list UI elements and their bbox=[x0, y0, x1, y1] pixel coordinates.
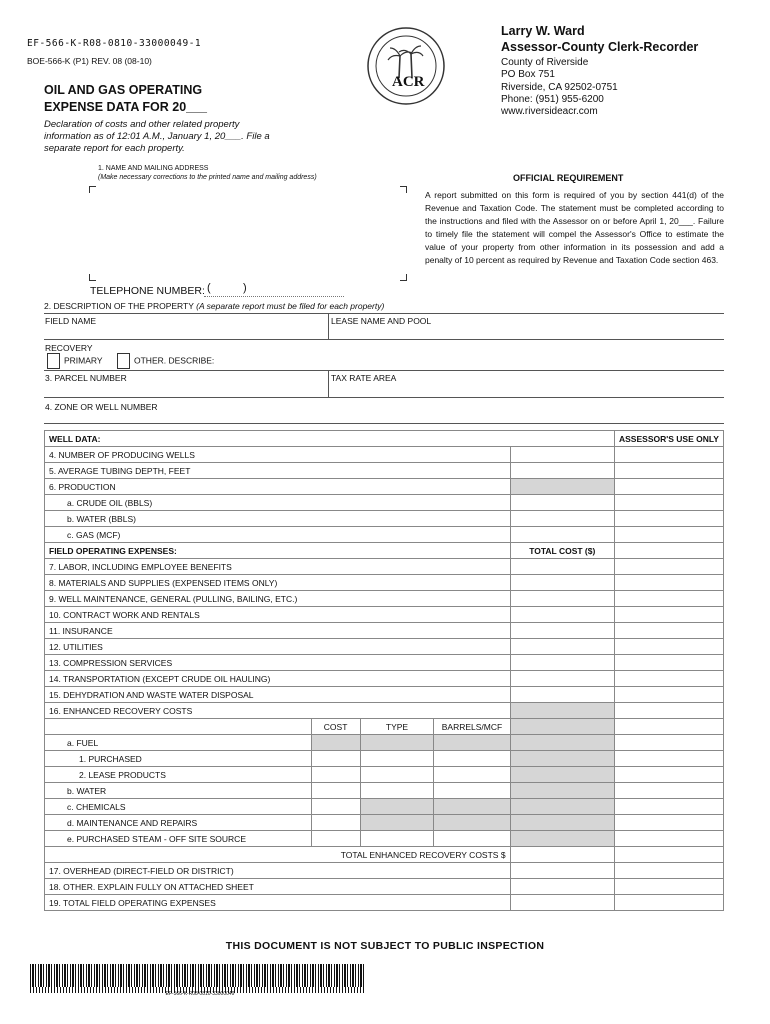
total-enhanced-label: TOTAL ENHANCED RECOVERY COSTS $ bbox=[45, 847, 511, 863]
recovery-other-option[interactable] bbox=[117, 353, 214, 369]
shaded-cell bbox=[510, 735, 614, 751]
form-title-line2: EXPENSE DATA FOR 20___ bbox=[44, 100, 208, 114]
county-seal-icon bbox=[366, 26, 446, 106]
shaded-cell bbox=[434, 815, 510, 831]
value-cell[interactable] bbox=[510, 447, 614, 463]
tax-rate-area-input[interactable] bbox=[329, 371, 724, 396]
row-label: 18. OTHER. EXPLAIN FULLY ON ATTACHED SHEET bbox=[45, 879, 511, 895]
shaded-cell bbox=[510, 799, 614, 815]
assessor-cell bbox=[614, 447, 723, 463]
assessor-cell bbox=[614, 511, 723, 527]
section1-note: (Make necessary corrections to the printed name and mailing address) bbox=[98, 174, 317, 181]
row-label: 1. PURCHASED bbox=[45, 751, 312, 767]
table-row bbox=[45, 703, 724, 719]
cost-input[interactable] bbox=[311, 831, 360, 847]
assessor-cell bbox=[614, 575, 723, 591]
lease-name-input[interactable] bbox=[329, 314, 724, 338]
type-input[interactable] bbox=[360, 831, 434, 847]
assessor-cell bbox=[614, 815, 723, 831]
recovery-primary-option[interactable] bbox=[47, 353, 103, 369]
value-cell[interactable] bbox=[510, 671, 614, 687]
table-row bbox=[45, 847, 724, 863]
assessor-cell bbox=[614, 623, 723, 639]
assessor-cell bbox=[614, 479, 723, 495]
assessor-name: Larry W. Ward bbox=[501, 24, 585, 38]
value-cell[interactable] bbox=[510, 591, 614, 607]
row-label: 9. WELL MAINTENANCE, GENERAL (PULLING, BAILING, ETC.) bbox=[45, 591, 511, 607]
address-corner-bl bbox=[89, 274, 96, 281]
shaded-cell bbox=[360, 815, 434, 831]
field-name-label: FIELD NAME bbox=[45, 316, 97, 326]
table-row bbox=[45, 575, 724, 591]
field-expenses-header: FIELD OPERATING EXPENSES: bbox=[45, 543, 511, 559]
row-label: 14. TRANSPORTATION (EXCEPT CRUDE OIL HAULING) bbox=[45, 671, 511, 687]
row-label: 7. LABOR, INCLUDING EMPLOYEE BENEFITS bbox=[45, 559, 511, 575]
cost-input[interactable] bbox=[311, 767, 360, 783]
table-row bbox=[45, 559, 724, 575]
row-label: c. CHEMICALS bbox=[45, 799, 312, 815]
table-row bbox=[45, 591, 724, 607]
value-cell[interactable] bbox=[510, 687, 614, 703]
row-label: 17. OVERHEAD (DIRECT-FIELD OR DISTRICT) bbox=[45, 863, 511, 879]
row-label: 15. DEHYDRATION AND WASTE WATER DISPOSAL bbox=[45, 687, 511, 703]
table-row bbox=[45, 783, 724, 799]
value-cell[interactable] bbox=[510, 463, 614, 479]
office-website[interactable]: www.riversideacr.com bbox=[501, 106, 598, 118]
barrels-input[interactable] bbox=[434, 751, 510, 767]
other-label: OTHER. DESCRIBE: bbox=[134, 355, 215, 366]
assessor-cell bbox=[614, 847, 723, 863]
row-label: a. CRUDE OIL (BBLS) bbox=[45, 495, 511, 511]
shaded-cell bbox=[510, 751, 614, 767]
address-corner-tl bbox=[89, 186, 96, 193]
address-corner-tr bbox=[400, 186, 407, 193]
table-row bbox=[45, 511, 724, 527]
assessor-cell bbox=[614, 767, 723, 783]
value-cell[interactable] bbox=[510, 527, 614, 543]
divider bbox=[44, 423, 724, 424]
table-row bbox=[45, 767, 724, 783]
primary-label: PRIMARY bbox=[64, 355, 103, 366]
shaded-cell bbox=[510, 831, 614, 847]
cost-input[interactable] bbox=[311, 751, 360, 767]
row-label: 11. INSURANCE bbox=[45, 623, 511, 639]
table-row bbox=[45, 799, 724, 815]
row-label: 4. NUMBER OF PRODUCING WELLS bbox=[45, 447, 511, 463]
row-label: c. GAS (MCF) bbox=[45, 527, 511, 543]
cost-input[interactable] bbox=[311, 799, 360, 815]
row-label: 10. CONTRACT WORK AND RENTALS bbox=[45, 607, 511, 623]
table-row bbox=[45, 527, 724, 543]
assessor-cell bbox=[614, 591, 723, 607]
value-cell[interactable] bbox=[510, 655, 614, 671]
assessor-cell bbox=[614, 783, 723, 799]
shaded-cell bbox=[510, 783, 614, 799]
barrels-input[interactable] bbox=[434, 783, 510, 799]
parcel-number-label: 3. PARCEL NUMBER bbox=[45, 373, 127, 383]
assessor-cell bbox=[614, 703, 723, 719]
table-row bbox=[45, 895, 724, 911]
value-cell[interactable] bbox=[510, 495, 614, 511]
assessor-cell bbox=[614, 863, 723, 879]
table-row bbox=[45, 607, 724, 623]
zone-well-label: 4. ZONE OR WELL NUMBER bbox=[45, 402, 158, 412]
table-row bbox=[45, 879, 724, 895]
assessor-use-header: ASSESSOR'S USE ONLY bbox=[614, 431, 723, 447]
phone-paren-open: ( bbox=[207, 282, 211, 294]
official-heading: OFFICIAL REQUIREMENT bbox=[513, 173, 624, 183]
assessor-cell bbox=[614, 559, 723, 575]
type-input[interactable] bbox=[360, 767, 434, 783]
shaded-cell bbox=[434, 799, 510, 815]
row-label: b. WATER (BBLS) bbox=[45, 511, 511, 527]
table-row bbox=[45, 623, 724, 639]
table-row bbox=[45, 671, 724, 687]
tax-rate-area-label: TAX RATE AREA bbox=[331, 373, 397, 383]
assessor-cell bbox=[614, 831, 723, 847]
official-body: A report submitted on this form is required of you by section 441(d) of the Revenue and Taxation Code. The statement must be completed according to the instructions and filed with the Assessor on or before April 1, 20___. Failure to timely file the statement will compel the Assessor's Office to estimate the value of your property from other information in its possession and add a penalty of 10 percent as required by Revenue and Taxation Code section 463. bbox=[425, 190, 724, 266]
row-label: 5. AVERAGE TUBING DEPTH, FEET bbox=[45, 463, 511, 479]
table-row bbox=[45, 815, 724, 831]
cost-input[interactable] bbox=[311, 815, 360, 831]
blank-cell bbox=[45, 719, 312, 735]
table-row bbox=[45, 495, 724, 511]
primary-checkbox[interactable] bbox=[47, 353, 60, 369]
telephone-field[interactable] bbox=[204, 296, 344, 297]
assessor-cell bbox=[614, 751, 723, 767]
table-row bbox=[45, 719, 724, 735]
office-county: County of Riverside bbox=[501, 57, 589, 68]
assessor-cell bbox=[614, 655, 723, 671]
value-cell[interactable] bbox=[510, 895, 614, 911]
row-label: 16. ENHANCED RECOVERY COSTS bbox=[45, 703, 511, 719]
public-inspection-notice: THIS DOCUMENT IS NOT SUBJECT TO PUBLIC INSPECTION bbox=[225, 940, 545, 952]
form-subtitle: Declaration of costs and other related property information as of 12:01 A.M., January 1, 20___. File a separate report for each property. bbox=[44, 119, 270, 154]
office-address bbox=[501, 57, 618, 118]
section2-title: 2. DESCRIPTION OF THE PROPERTY bbox=[44, 301, 194, 311]
office-po-box: PO Box 751 bbox=[501, 69, 555, 81]
row-label: 12. UTILITIES bbox=[45, 639, 511, 655]
shaded-cell bbox=[510, 815, 614, 831]
table-row bbox=[45, 447, 724, 463]
value-cell[interactable] bbox=[510, 863, 614, 879]
parcel-number-input[interactable] bbox=[44, 371, 328, 396]
assessor-cell bbox=[614, 639, 723, 655]
assessor-cell bbox=[614, 687, 723, 703]
value-cell[interactable] bbox=[510, 879, 614, 895]
assessor-cell bbox=[614, 895, 723, 911]
office-city: Riverside, CA 92502-0751 bbox=[501, 81, 618, 93]
value-cell[interactable] bbox=[510, 511, 614, 527]
assessor-cell bbox=[614, 463, 723, 479]
assessor-cell bbox=[614, 527, 723, 543]
phone-paren-close: ) bbox=[243, 282, 247, 294]
cost-input[interactable] bbox=[311, 783, 360, 799]
barrels-column-header: BARRELS/MCF bbox=[434, 719, 510, 735]
cost-column-header: COST bbox=[311, 719, 360, 735]
table-row bbox=[45, 687, 724, 703]
value-cell[interactable] bbox=[510, 607, 614, 623]
table-row bbox=[45, 751, 724, 767]
field-name-input[interactable] bbox=[44, 314, 328, 338]
barcode-caption: EF-566-K-R08-0810-33000049 bbox=[165, 991, 235, 997]
table-row bbox=[45, 479, 724, 495]
shaded-cell bbox=[360, 799, 434, 815]
mailing-address-field[interactable] bbox=[94, 195, 396, 271]
section1-label: 1. NAME AND MAILING ADDRESS bbox=[98, 165, 209, 172]
value-cell[interactable] bbox=[510, 623, 614, 639]
seal-text: ACR bbox=[392, 74, 425, 90]
assessor-cell bbox=[614, 495, 723, 511]
telephone-label: TELEPHONE NUMBER: bbox=[90, 285, 205, 297]
lease-name-label: LEASE NAME AND POOL bbox=[331, 316, 432, 326]
value-cell[interactable] bbox=[510, 639, 614, 655]
row-label: d. MAINTENANCE AND REPAIRS bbox=[45, 815, 312, 831]
address-corner-br bbox=[400, 274, 407, 281]
table-row bbox=[45, 863, 724, 879]
row-label: 2. LEASE PRODUCTS bbox=[45, 767, 312, 783]
barrels-input[interactable] bbox=[434, 831, 510, 847]
value-cell[interactable] bbox=[510, 847, 614, 863]
table-row bbox=[45, 639, 724, 655]
well-data-header: WELL DATA: bbox=[45, 431, 615, 447]
table-row bbox=[45, 431, 724, 447]
shaded-cell bbox=[510, 703, 614, 719]
table-row bbox=[45, 831, 724, 847]
assessor-title: Assessor-County Clerk-Recorder bbox=[501, 40, 699, 54]
shaded-cell bbox=[311, 735, 360, 751]
form-code: BOE-566-K (P1) REV. 08 (08-10) bbox=[27, 56, 152, 66]
table-row bbox=[45, 735, 724, 751]
expense-table bbox=[44, 430, 724, 911]
assessor-cell bbox=[614, 879, 723, 895]
assessor-cell bbox=[614, 543, 723, 559]
recovery-label: RECOVERY bbox=[45, 343, 93, 353]
assessor-cell bbox=[614, 719, 723, 735]
row-label: 19. TOTAL FIELD OPERATING EXPENSES bbox=[45, 895, 511, 911]
shaded-cell bbox=[360, 735, 434, 751]
row-label: 6. PRODUCTION bbox=[45, 479, 511, 495]
assessor-cell bbox=[614, 735, 723, 751]
row-label: 8. MATERIALS AND SUPPLIES (EXPENSED ITEMS ONLY) bbox=[45, 575, 511, 591]
total-cost-header: TOTAL COST ($) bbox=[510, 543, 614, 559]
row-label: e. PURCHASED STEAM - OFF SITE SOURCE bbox=[45, 831, 312, 847]
value-cell[interactable] bbox=[510, 575, 614, 591]
assessor-cell bbox=[614, 607, 723, 623]
form-barcode-id: EF-566-K-R08-0810-33000049-1 bbox=[27, 38, 202, 49]
table-row bbox=[45, 463, 724, 479]
form-title-line1: OIL AND GAS OPERATING bbox=[44, 83, 203, 97]
section2-note: (A separate report must be filed for each property) bbox=[196, 301, 385, 311]
barrels-input[interactable] bbox=[434, 767, 510, 783]
row-label: a. FUEL bbox=[45, 735, 312, 751]
shaded-cell bbox=[510, 767, 614, 783]
assessor-cell bbox=[614, 799, 723, 815]
other-checkbox[interactable] bbox=[117, 353, 130, 369]
value-cell[interactable] bbox=[510, 559, 614, 575]
table-row bbox=[45, 655, 724, 671]
shaded-cell bbox=[510, 719, 614, 735]
type-input[interactable] bbox=[360, 783, 434, 799]
assessor-cell bbox=[614, 671, 723, 687]
other-describe-input[interactable] bbox=[220, 355, 720, 369]
table-row bbox=[45, 543, 724, 559]
barcode-image bbox=[30, 964, 366, 987]
row-label: b. WATER bbox=[45, 783, 312, 799]
type-column-header: TYPE bbox=[360, 719, 434, 735]
type-input[interactable] bbox=[360, 751, 434, 767]
row-label: 13. COMPRESSION SERVICES bbox=[45, 655, 511, 671]
shaded-cell bbox=[434, 735, 510, 751]
divider bbox=[44, 339, 724, 340]
zone-well-input[interactable] bbox=[44, 398, 724, 422]
shaded-cell bbox=[510, 479, 614, 495]
office-phone: Phone: (951) 955-6200 bbox=[501, 93, 604, 105]
section2-label bbox=[44, 301, 384, 311]
